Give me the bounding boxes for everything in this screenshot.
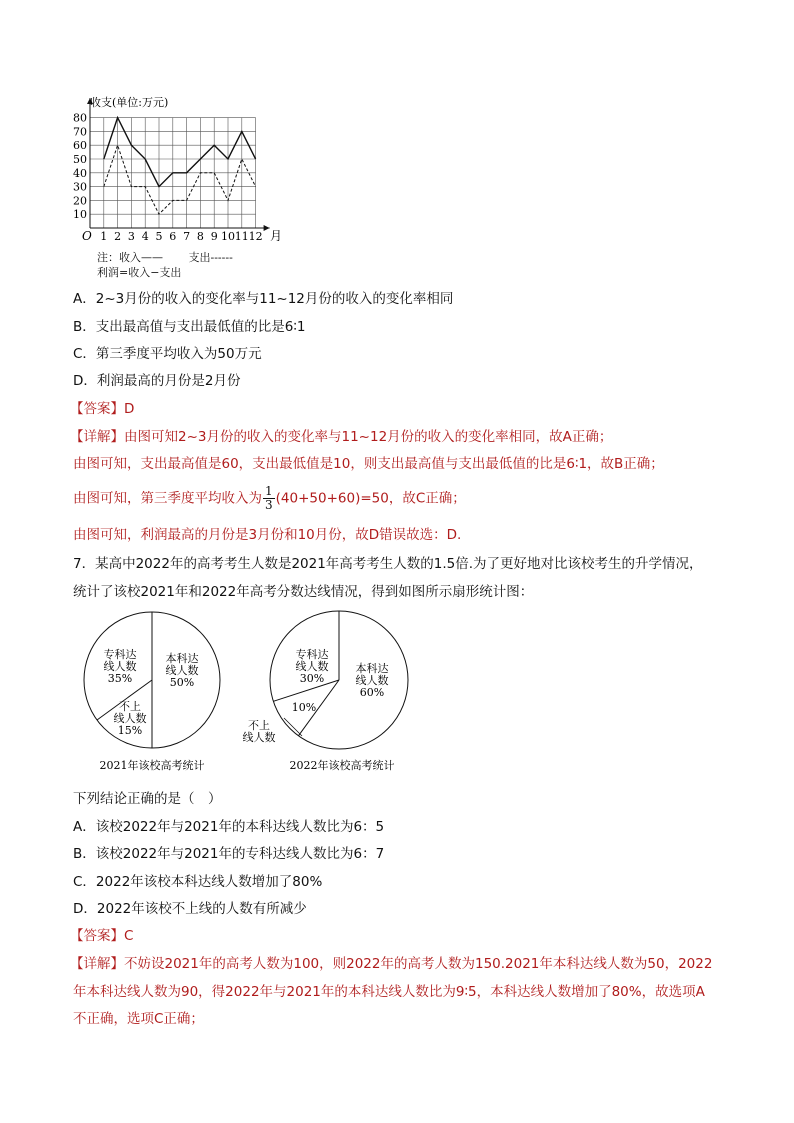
- chart-series: [104, 118, 256, 215]
- q6-option-a: A．2~3月份的收入的变化率与11~12月份的收入的变化率相同: [73, 291, 454, 307]
- q6-detail-2: 由图可知，支出最高值是60，支出最低值是10，则支出最高值与支出最低值的比是6∶1，故B正确；: [73, 456, 664, 472]
- q7-option-c: C．2022年该校本科达线人数增加了80%: [73, 874, 323, 890]
- pie-label: 专科达: [103, 648, 137, 661]
- q6-option-b: B．支出最高值与支出最低值的比是6∶1: [73, 319, 306, 335]
- pie-label: 10%: [291, 701, 317, 714]
- pie-label: 线人数: [355, 674, 389, 687]
- pie-title: 2021年该校高考统计: [99, 759, 205, 772]
- pie-label: 线人数: [295, 660, 329, 673]
- pie-slices: [84, 612, 220, 748]
- pie-title: 2022年该校高考统计: [289, 759, 395, 772]
- x-tick-label: 1: [100, 230, 108, 243]
- x-tick-label: 6: [169, 230, 177, 243]
- x-tick-label: 3: [127, 230, 135, 243]
- q6-detail-3: [73, 485, 466, 512]
- y-tick-label: 50: [73, 153, 87, 166]
- pie-label: 15%: [117, 724, 143, 737]
- q7-question: 下列结论正确的是（ ）: [73, 791, 222, 807]
- x-tick-label: 11: [234, 230, 249, 243]
- q7-option-d: D．2022年该校不上线的人数有所减少: [73, 901, 307, 917]
- x-tick-label: 5: [155, 230, 163, 243]
- pie-label: 线人数: [113, 712, 147, 725]
- pie-label: 本科达: [165, 652, 199, 665]
- q6-detail-3-post: (40+50+60)=50，故C正确；: [275, 490, 466, 507]
- pie-label: 35%: [107, 672, 133, 685]
- y-tick-label: 70: [73, 125, 87, 139]
- fraction-one-third: $\frac{1}{3}$: [265, 484, 273, 512]
- x-tick-label: 10: [221, 230, 235, 243]
- x-tick-label: 2: [114, 230, 122, 243]
- y-tick-label: 60: [73, 139, 87, 153]
- pie-label: 专科达: [295, 648, 329, 661]
- legend-income: 注：收入——: [97, 251, 163, 264]
- pie-chart-2021: [80, 608, 230, 778]
- pie-label: 30%: [299, 672, 325, 685]
- expense-line: [104, 145, 256, 214]
- q7-option-a: A．该校2022年与2021年的本科达线人数比为6：5: [73, 819, 385, 835]
- chart-legend-note: [97, 250, 233, 265]
- y-tick-label: 20: [73, 194, 87, 208]
- q6-detail-1: 【详解】由图可知2~3月份的收入的变化率与11~12月份的收入的变化率相同，故A正确；: [70, 429, 613, 445]
- chart-axes: [87, 98, 270, 231]
- q7-stem-2: 统计了该校2021年和2022年高考分数达线情况，得到如图所示扇形统计图：: [73, 584, 534, 600]
- q7-detail-3: 不正确，选项C正确；: [73, 1011, 204, 1027]
- pie-label: 线人数: [103, 660, 137, 673]
- pie-label: 线人数: [165, 664, 199, 677]
- income-line: [104, 118, 256, 187]
- legend-expense: 支出------: [188, 251, 233, 264]
- pie-label: 不上: [248, 719, 270, 732]
- q7-option-b: B．该校2022年与2021年的专科达线人数比为6：7: [73, 846, 385, 862]
- pie-label: 本科达: [355, 662, 389, 675]
- q6-detail-4: 由图可知，利润最高的月份是3月份和10月份，故D错误故选：D.: [73, 527, 462, 543]
- y-tick-label: 10: [73, 208, 87, 222]
- q6-answer: 【答案】D: [70, 401, 135, 417]
- y-tick-label: 40: [73, 166, 87, 180]
- x-tick-label: 7: [183, 230, 191, 243]
- x-axis-arrow: [264, 225, 270, 231]
- x-tick-label: 12: [248, 230, 263, 243]
- origin-label: O: [82, 229, 92, 243]
- pie-label: 50%: [169, 676, 195, 689]
- y-tick-label: 30: [73, 180, 87, 194]
- q7-answer: 【答案】C: [70, 928, 134, 944]
- y-axis-label: 收支(单位:万元): [90, 96, 169, 109]
- profit-note: 利润=收入−支出: [97, 266, 182, 279]
- x-tick-label: 4: [141, 230, 149, 243]
- q6-option-c: C．第三季度平均收入为50万元: [73, 346, 262, 362]
- q7-detail-1: 【详解】不妨设2021年的高考人数为100，则2022年的高考人数为150.2021年本科达线人数为50，2022: [70, 956, 713, 972]
- pie-label: 线人数: [242, 731, 276, 744]
- x-axis-label: 月: [270, 229, 283, 243]
- q7-detail-2: 年本科达线人数为90，得2022年与2021年的本科达线人数比为9∶5，本科达线人数增加了80%，故选项A: [73, 984, 705, 1000]
- y-tick-label: 80: [73, 111, 87, 125]
- q6-detail-3-pre: 由图可知，第三季度平均收入为: [73, 490, 262, 507]
- pie-label: 60%: [359, 686, 385, 699]
- income-expense-line-chart: [60, 88, 290, 253]
- pie-label: 不上: [119, 700, 141, 713]
- pie-chart-2022: [232, 608, 422, 778]
- q6-option-d: D．利润最高的月份是2月份: [73, 373, 241, 389]
- q7-stem-1: 7．某高中2022年的高考考生人数是2021年高考考生人数的1.5倍.为了更好地对比该校考生的升学情况，: [73, 556, 703, 572]
- x-tick-label: 9: [210, 230, 218, 243]
- x-tick-label: 8: [196, 230, 204, 243]
